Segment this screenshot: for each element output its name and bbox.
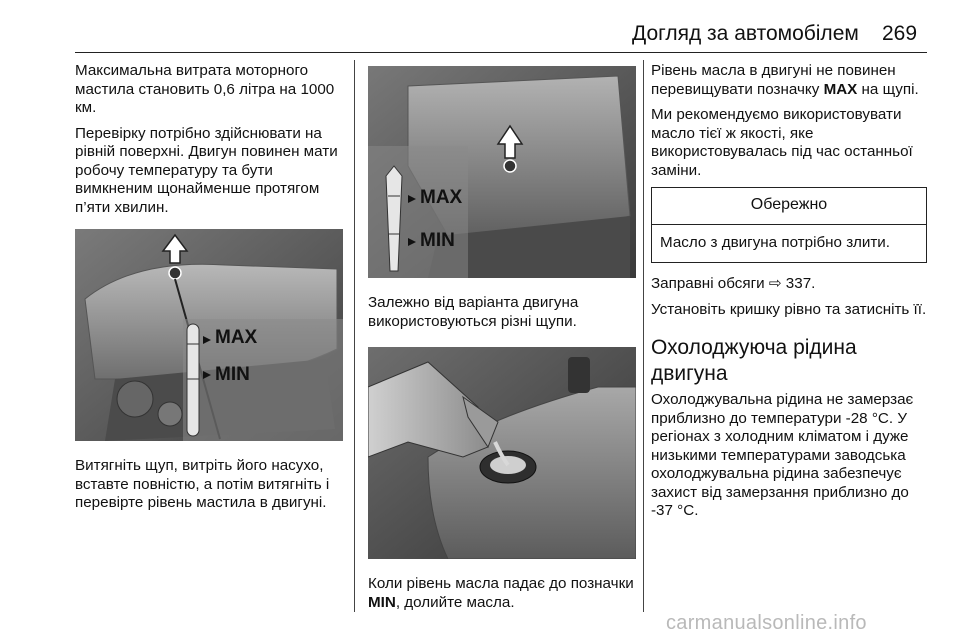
min-label: MIN	[215, 364, 250, 385]
max-level-text: Рівень масла в двигуні не повинен перевищувати позначку MAX на щупі.	[651, 62, 919, 98]
min-label: MIN	[420, 230, 455, 251]
column-3	[651, 62, 927, 528]
section-title-coolant: Охолоджуюча рідина двигуна	[651, 336, 857, 385]
oil-consumption-text: Максимальна витрата моторного мастила становить 0,6 літра на 1000 км.	[75, 62, 335, 116]
caution-title: Обережно	[652, 188, 926, 225]
caution-text: Масло з двигуна потрібно злити.	[660, 233, 891, 251]
oil-recommendation-text: Ми рекомендуємо використовувати масло тієї ж якості, яке використовувалась під час останньої заміни.	[651, 106, 913, 179]
dipstick-photo-2	[368, 66, 636, 278]
capacities-reference-text: Заправні обсяги ⇨ 337.	[651, 275, 816, 292]
top-up-oil-text: Коли рівень масла падає до позначки MIN, долийте масла.	[368, 575, 634, 611]
column-1	[75, 62, 343, 520]
page-reference-icon: ⇨	[768, 275, 782, 292]
coolant-text: Охолоджувальна рідина не замерзає приблизно до температури -28 °C. У регіонах з холодним кліматом і дуже низькими температурами заводська охолоджувальна рідина забезпечує захист від замерзання приблизно до -37 °C.	[651, 391, 914, 519]
header-rule	[75, 52, 927, 53]
caution-box	[651, 187, 927, 263]
page-number: 269	[882, 22, 918, 45]
min-mark-label: MIN	[368, 593, 396, 611]
column-2	[368, 62, 636, 619]
page-reference-link[interactable]: 337	[785, 275, 812, 292]
dipstick-photo-1	[75, 229, 343, 441]
check-conditions-text: Перевірку потрібно здійснювати на рівній поверхні. Двигун повинен мати робочу температуру та бути вимкненим щонайменше протягом п’яти хвилин.	[75, 124, 338, 216]
column-divider	[354, 60, 355, 612]
dipstick-instruction-text: Витягніть щуп, витріть його насухо, вставте повністю, а потім витягніть і перевірте рівень мастила в двигуні.	[75, 457, 330, 511]
max-mark-label: MAX	[823, 80, 858, 98]
install-cap-text: Установіть кришку рівно та затисніть її.	[651, 300, 927, 318]
max-label: MAX	[215, 327, 258, 348]
page-header-title: Догляд за автомобілем	[632, 22, 859, 45]
max-label: MAX	[420, 187, 463, 208]
column-divider	[643, 60, 644, 612]
dipstick-variants-text: Залежно від варіанта двигуна використовуються різні щупи.	[368, 294, 579, 330]
oil-filling-photo	[368, 347, 636, 559]
watermark: carmanualsonline.info	[666, 612, 867, 634]
